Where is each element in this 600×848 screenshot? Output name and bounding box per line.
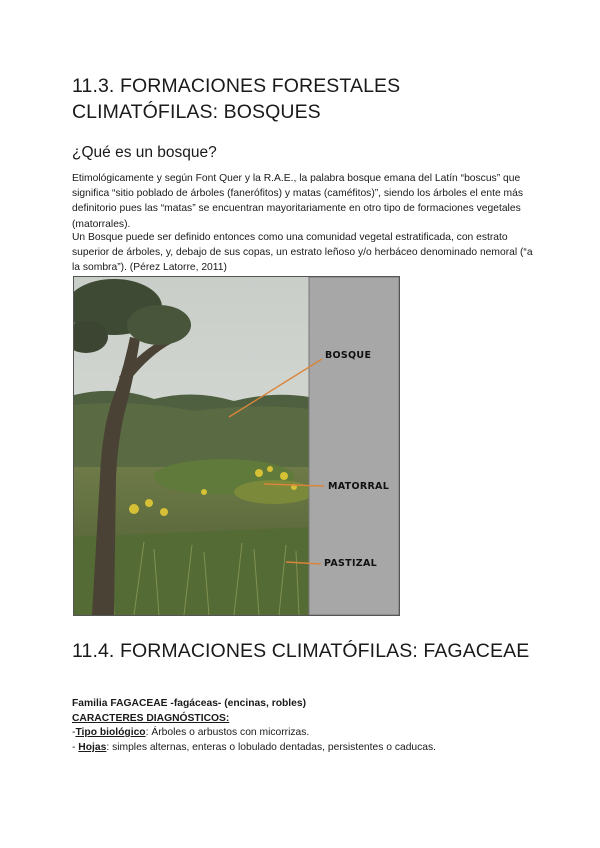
tipo-prefix: - (72, 727, 76, 738)
characters-heading: CARACTERES DIAGNÓSTICOS: (72, 713, 230, 724)
forest-strata-photo (73, 276, 400, 616)
hojas-prefix: - (72, 742, 79, 753)
hojas-text: : simples alternas, enteras o lobulado dentadas, persistentes o caducas. (106, 742, 437, 753)
subheading-que-es-bosque: ¿Qué es un bosque? (72, 144, 217, 161)
tipo-text: : Árboles o arbustos con micorrizas. (145, 727, 310, 738)
tipo-label: Tipo biológico (75, 727, 146, 738)
hojas-line (72, 740, 542, 755)
hojas-label: Hojas (78, 742, 107, 753)
section-title-bosques: 11.3. FORMACIONES FORESTALES CLIMATÓFILAS: BOSQUES (72, 75, 401, 123)
family-line: Familia FAGACEAE -fagáceas- (encinas, robles) (72, 698, 307, 709)
paragraph-etymology: Etimológicamente y según Font Quer y la R.A.E., la palabra bosque emana del Latín “boscus” que significa “sitio poblado de árboles (fanerófitos) y matas (caméfitos)”, siendo los árboles el ente más definitorio pues las “matas” se encuentran mayoritariamente en otro tipo de formaciones vegetales (matorrales). (72, 173, 523, 230)
tipo-biologico-line (72, 725, 542, 740)
label-pastizal: PASTIZAL (324, 558, 377, 569)
label-bosque: BOSQUE (325, 350, 372, 361)
section-title-fagaceae: 11.4. FORMACIONES CLIMATÓFILAS: FAGACEAE (72, 640, 530, 662)
label-matorral: MATORRAL (328, 481, 390, 492)
paragraph-definition: Un Bosque puede ser definido entonces como una comunidad vegetal estratificada, con estrato superior de árboles, y, debajo de sus copas, un estrato leñoso y/o herbáceo denominado nemoral (“a la sombra”). (Pérez Latorre, 2011) (72, 232, 533, 274)
